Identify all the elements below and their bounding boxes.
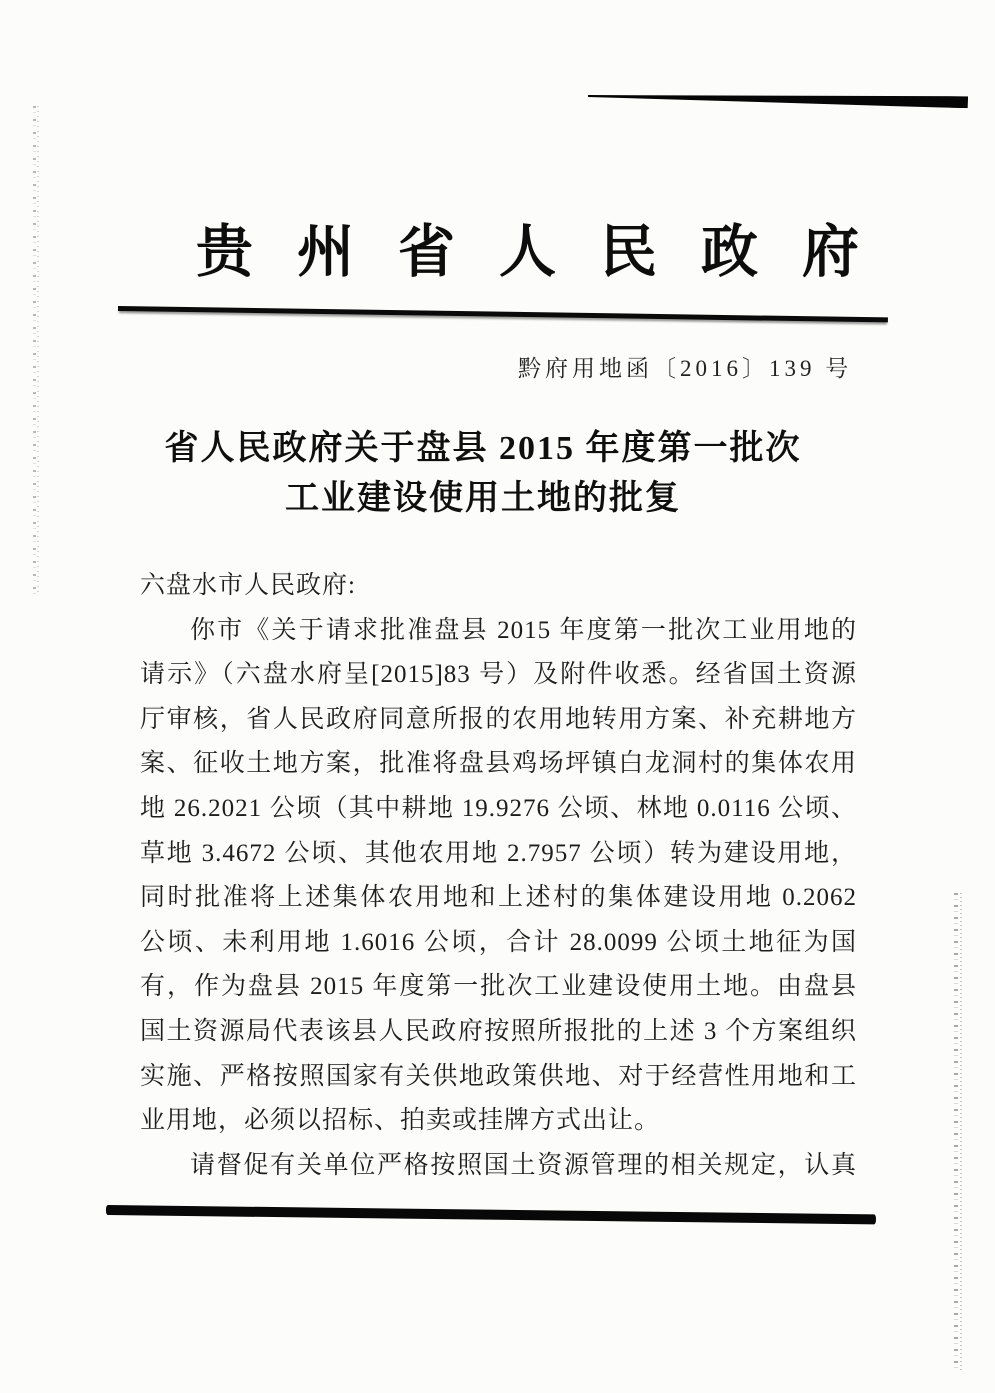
document-title [130, 424, 836, 524]
document-body [140, 564, 857, 1188]
masthead-divider-rule [118, 306, 888, 322]
body-line: 有，作为盘县 2015 年度第一批次工业建设使用土地。由盘县 [140, 973, 857, 1001]
salutation: 六盘水市人民政府: [140, 572, 356, 599]
body-line: 请示》（六盘水府呈[2015]83 号）及附件收悉。经省国土资源 [140, 661, 857, 689]
body-line: 草地 3.4672 公顷、其他农用地 2.7957 公顷）转为建设用地， [140, 839, 857, 867]
body-line: 你市《关于请求批准盘县 2015 年度第一批次工业用地的 [190, 616, 857, 644]
body-line: 实施、严格按照国家有关供地政策供地、对于经营性用地和工 [140, 1062, 857, 1090]
scan-noise-left-edge [31, 106, 40, 596]
body-line: 地 26.2021 公顷（其中耕地 19.9276 公顷、林地 0.0116 公顷、 [140, 794, 857, 822]
scan-noise-right-edge [951, 893, 967, 1373]
body-line: 同时批准将上述集体农用地和上述村的集体建设用地 0.2062 [140, 884, 857, 912]
body-line: 厅审核，省人民政府同意所报的农用地转用方案、补充耕地方 [140, 705, 857, 733]
document-number: 黔府用地函〔2016〕139 号 [518, 356, 853, 381]
body-line: 请督促有关单位严格按照国土资源管理的相关规定，认真 [190, 1151, 857, 1179]
body-line: 业用地，必须以招标、拍卖或挂牌方式出让。 [140, 1107, 661, 1135]
masthead-title: 贵州省人民政府 [196, 221, 903, 284]
document-title-line1: 省人民政府关于盘县 2015 年度第一批次 [164, 430, 802, 467]
scan-artifact-top-edge [588, 90, 968, 108]
body-line: 案、征收土地方案，批准将盘县鸡场坪镇白龙洞村的集体农用 [140, 750, 857, 778]
body-line: 公顷、未利用地 1.6016 公顷，合计 28.0099 公顷土地征为国 [140, 928, 857, 956]
scan-artifact-bottom-bar [106, 1205, 876, 1224]
document-title-line2: 工业建设使用土地的批复 [285, 480, 681, 517]
body-line: 国土资源局代表该县人民政府按照所报批的上述 3 个方案组织 [140, 1017, 857, 1045]
